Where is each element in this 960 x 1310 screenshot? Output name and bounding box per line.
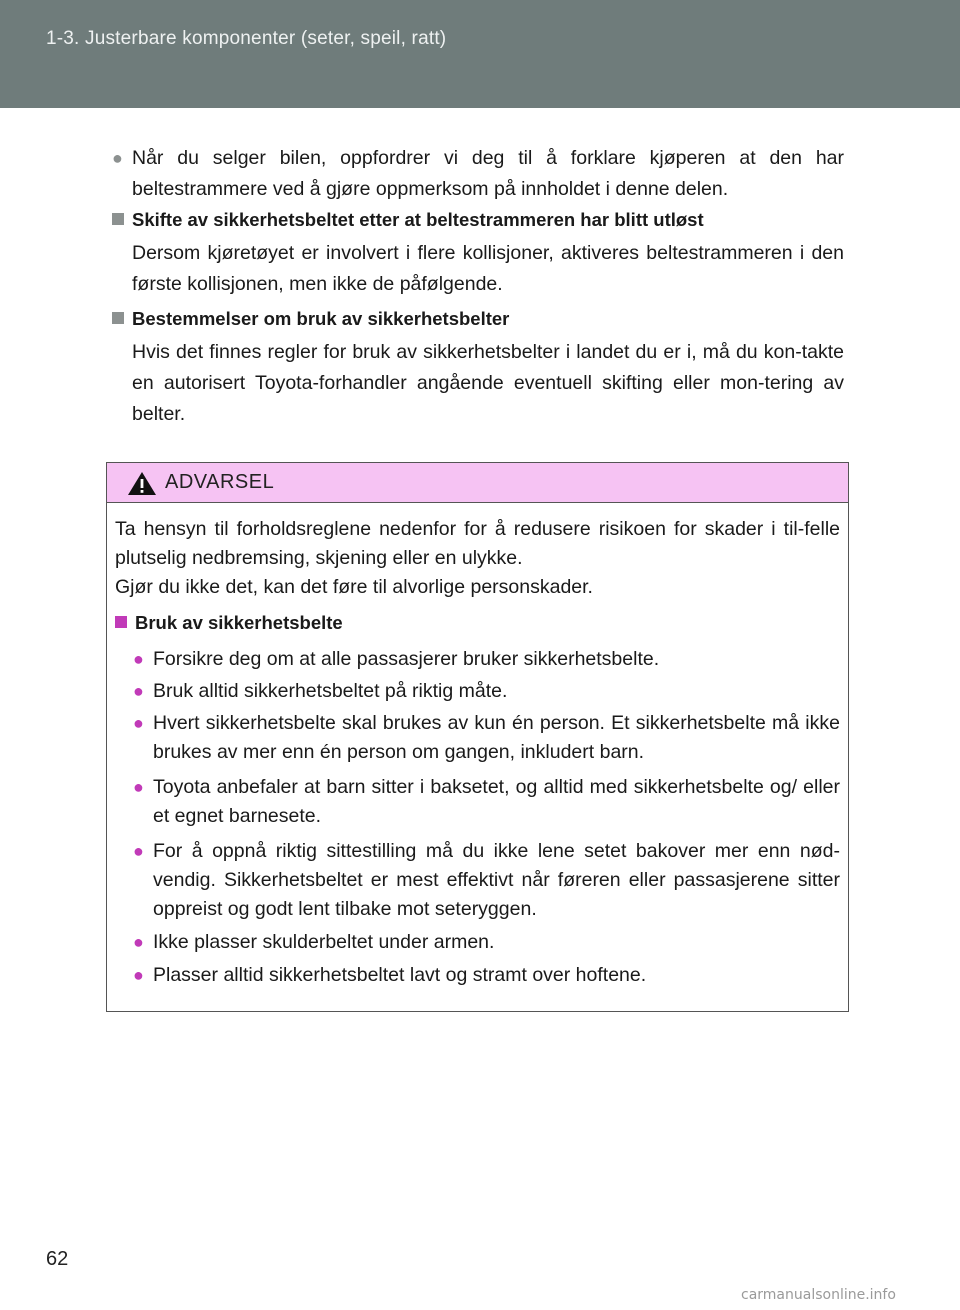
warning-bullet: ● Forsikre deg om at alle passasjerer bruker sikkerhetsbelte. [153, 645, 840, 674]
warning-triangle-icon [127, 471, 157, 496]
warning-title: ADVARSEL [165, 471, 275, 493]
square-bullet-icon [112, 213, 124, 225]
warning-bullet: ● Ikke plasser skulderbeltet under armen. [153, 928, 840, 957]
section-text-replacement: Dersom kjøretøyet er involvert i flere kollisjoner, aktiveres beltestrammeren i den første kollisjonen, men ikke de påfølgende. [132, 242, 844, 295]
warning-bullet: ● Toyota anbefaler at barn sitter i baksetet, og alltid med sikkerhetsbelte og/ eller et egnet barnesete. [153, 773, 840, 831]
section-heading-regulations: Bestemmelser om bruk av sikkerhetsbelter [112, 306, 852, 332]
bullet-icon: ● [133, 649, 144, 669]
warning-subheading: Bruk av sikkerhetsbelte [115, 610, 343, 636]
intro-bullet-text: Når du selger bilen, oppfordrer vi deg til å forklare kjøperen at den har beltestrammere ved å gjøre oppmerksom på innholdet i denne delen. [132, 147, 844, 200]
square-bullet-icon [115, 616, 127, 628]
bullet-icon: ● [133, 713, 144, 733]
warning-bullet: ● Bruk alltid sikkerhetsbeltet på riktig måte. [153, 677, 840, 706]
intro-bullet [112, 143, 844, 205]
bullet-icon: ● [133, 681, 144, 701]
section-title: 1-3. Justerbare komponenter (seter, speil, ratt) [46, 28, 447, 49]
section-text-regulations: Hvis det finnes regler for bruk av sikkerhetsbelter i landet du er i, må du kon-takte en autorisert Toyota-forhandler angående eventuell skifting eller mon-tering av belter. [132, 341, 844, 425]
bullet-icon: ● [133, 841, 144, 861]
section-heading-replacement: Skifte av sikkerhetsbeltet etter at beltestrammeren har blitt utløst [112, 207, 852, 233]
warning-header [107, 463, 848, 503]
page-header-bar [0, 0, 960, 108]
warning-intro: Ta hensyn til forholdsreglene nedenfor for å redusere risikoen for skader i til-felle plutselig nedbremsing, skjening eller en ulykke. [115, 518, 840, 569]
watermark: carmanualsonline.info [741, 1287, 896, 1303]
warning-consequence: Gjør du ikke det, kan det føre til alvorlige personskader. [115, 576, 593, 598]
page-number: 62 [46, 1248, 69, 1270]
bullet-icon: ● [112, 148, 123, 168]
warning-bullet: ● For å oppnå riktig sittestilling må du ikke lene setet bakover mer enn nød-vendig. Sikkerhetsbeltet er mest effektivt når føreren eller passasjerene sitter oppreist og godt lent tilbake mot seteryggen. [153, 837, 840, 924]
warning-bullet: ● Hvert sikkerhetsbelte skal brukes av kun én person. Et sikkerhetsbelte må ikke brukes av mer enn én person om gangen, inkludert barn. [153, 709, 840, 767]
warning-bullet: ● Plasser alltid sikkerhetsbeltet lavt og stramt over hoftene. [153, 961, 840, 990]
bullet-icon: ● [133, 965, 144, 985]
square-bullet-icon [112, 312, 124, 324]
bullet-icon: ● [133, 777, 144, 797]
bullet-icon: ● [133, 932, 144, 952]
warning-box [106, 462, 849, 1012]
